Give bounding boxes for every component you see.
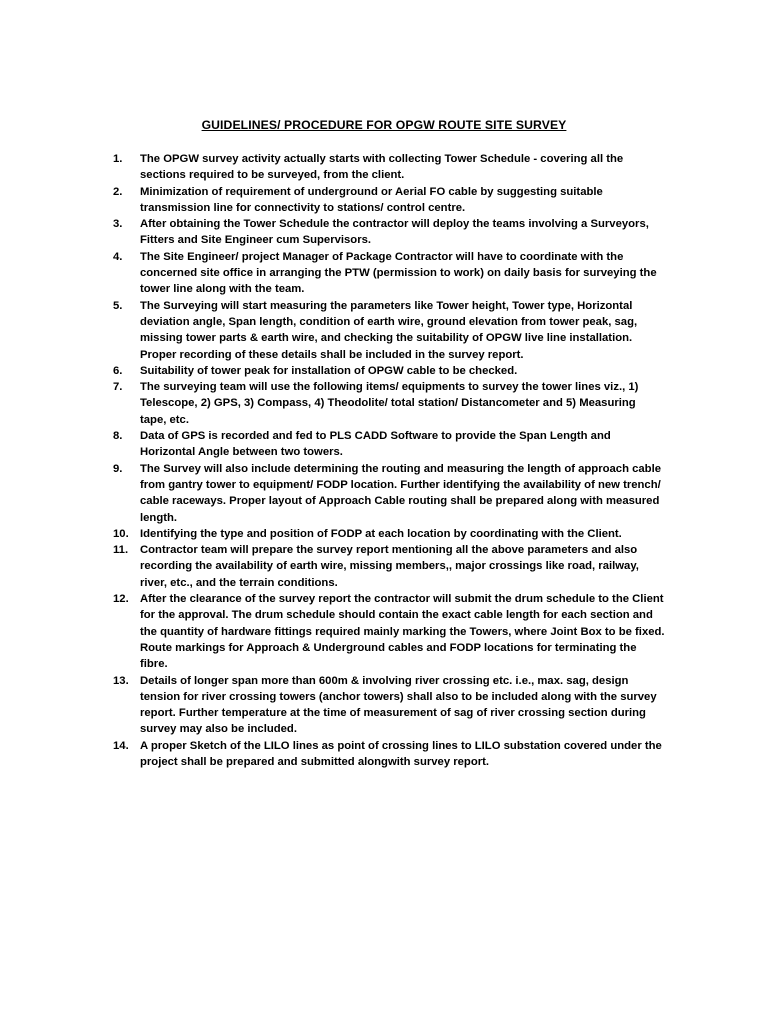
- list-item: [113, 542, 665, 591]
- list-item-number: 3.: [113, 218, 123, 231]
- list-item-number: 8.: [113, 430, 123, 443]
- list-item: [113, 216, 665, 249]
- list-item-text: A proper Sketch of the LILO lines as point of crossing lines to LILO substation covered under the project shall be prepared and submitted alongwith survey report.: [140, 739, 662, 768]
- list-item-number: 13.: [113, 674, 129, 687]
- list-item-text: The Survey will also include determining the routing and measuring the length of approach cable from gantry tower to equipment/ FODP location. Further identifying the availability of new trench/ cable raceways. Proper layout of Approach Cable routing shall be prepared along with measured length.: [140, 462, 661, 524]
- list-item-number: 7.: [113, 381, 123, 394]
- document-title: GUIDELINES/ PROCEDURE FOR OPGW ROUTE SITE SURVEY: [201, 118, 567, 132]
- list-item: [113, 738, 665, 771]
- list-item-text: The Surveying will start measuring the parameters like Tower height, Tower type, Horizontal deviation angle, Span length, condition of earth wire, ground elevation from tower peak, sag, missing tower parts & earth wire, and checking the suitability of OPGW live line installation. Proper recording of these details shall be included in the survey report.: [140, 299, 638, 361]
- list-item-number: 10.: [113, 527, 129, 540]
- list-item: [113, 363, 665, 379]
- list-item-number: 5.: [113, 299, 123, 312]
- list-item: [113, 151, 665, 184]
- list-item-text: Details of longer span more than 600m & involving river crossing etc. i.e., max. sag, design tension for river crossing towers (anchor towers) shall also to be included along with the survey report. Further temperature at the time of measurement of sag of river crossing section during survey may also be included.: [140, 674, 657, 736]
- list-item-number: 12.: [113, 593, 129, 606]
- list-item-text: Minimization of requirement of underground or Aerial FO cable by suggesting suitable transmission line for connectivity to stations/ control centre.: [140, 185, 603, 214]
- list-item-number: 9.: [113, 462, 123, 475]
- list-item-number: 11.: [113, 544, 129, 557]
- list-item-number: 1.: [113, 153, 123, 165]
- list-item-text: Suitability of tower peak for installation of OPGW cable to be checked.: [140, 364, 518, 377]
- list-item: [113, 379, 665, 428]
- list-item-number: 6.: [113, 364, 123, 377]
- list-item: [113, 428, 665, 461]
- list-item-text: Contractor team will prepare the survey report mentioning all the above parameters and also recording the availability of earth wire, missing members,, major crossings like road, railway, river, etc., and the terrain conditions.: [140, 544, 639, 589]
- list-item-text: After obtaining the Tower Schedule the contractor will deploy the teams involving a Surveyors, Fitters and Site Engineer cum Supervisors.: [140, 218, 649, 247]
- list-item-text: Data of GPS is recorded and fed to PLS CADD Software to provide the Span Length and Horizontal Angle between two towers.: [140, 430, 611, 459]
- list-item: [113, 298, 665, 363]
- list-item: [113, 461, 665, 526]
- list-item-number: 4.: [113, 250, 123, 263]
- list-item-text: The OPGW survey activity actually starts with collecting Tower Schedule - covering all the sections required to be surveyed, from the client.: [140, 153, 624, 182]
- list-item: [113, 184, 665, 217]
- list-item-text: Identifying the type and position of FODP at each location by coordinating with the Client.: [140, 527, 622, 540]
- list-item-text: The Site Engineer/ project Manager of Package Contractor will have to coordinate with the concerned site office in arranging the PTW (permission to work) on daily basis for surveying the tower line along with the team.: [140, 250, 657, 296]
- list-item: [113, 526, 665, 542]
- list-item: [113, 249, 665, 298]
- list-item-text: After the clearance of the survey report the contractor will submit the drum schedule to the Client for the approval. The drum schedule should contain the exact cable length for each section and the quantity of hardware fittings required mainly marking the Towers, where Joint Box to be fixed. Route markings for Approach & Underground cables and FODP locations for terminating the fibre.: [140, 593, 665, 671]
- list-item: [113, 591, 665, 672]
- procedure-list: [113, 151, 665, 770]
- list-item: [113, 673, 665, 738]
- list-item-number: 14.: [113, 739, 129, 752]
- list-item-number: 2.: [113, 185, 123, 198]
- list-item-text: The surveying team will use the following items/ equipments to survey the tower lines viz., 1) Telescope, 2) GPS, 3) Compass, 4) Theodolite/ total station/ Distancometer and 5) Measuring tape, etc.: [140, 381, 639, 426]
